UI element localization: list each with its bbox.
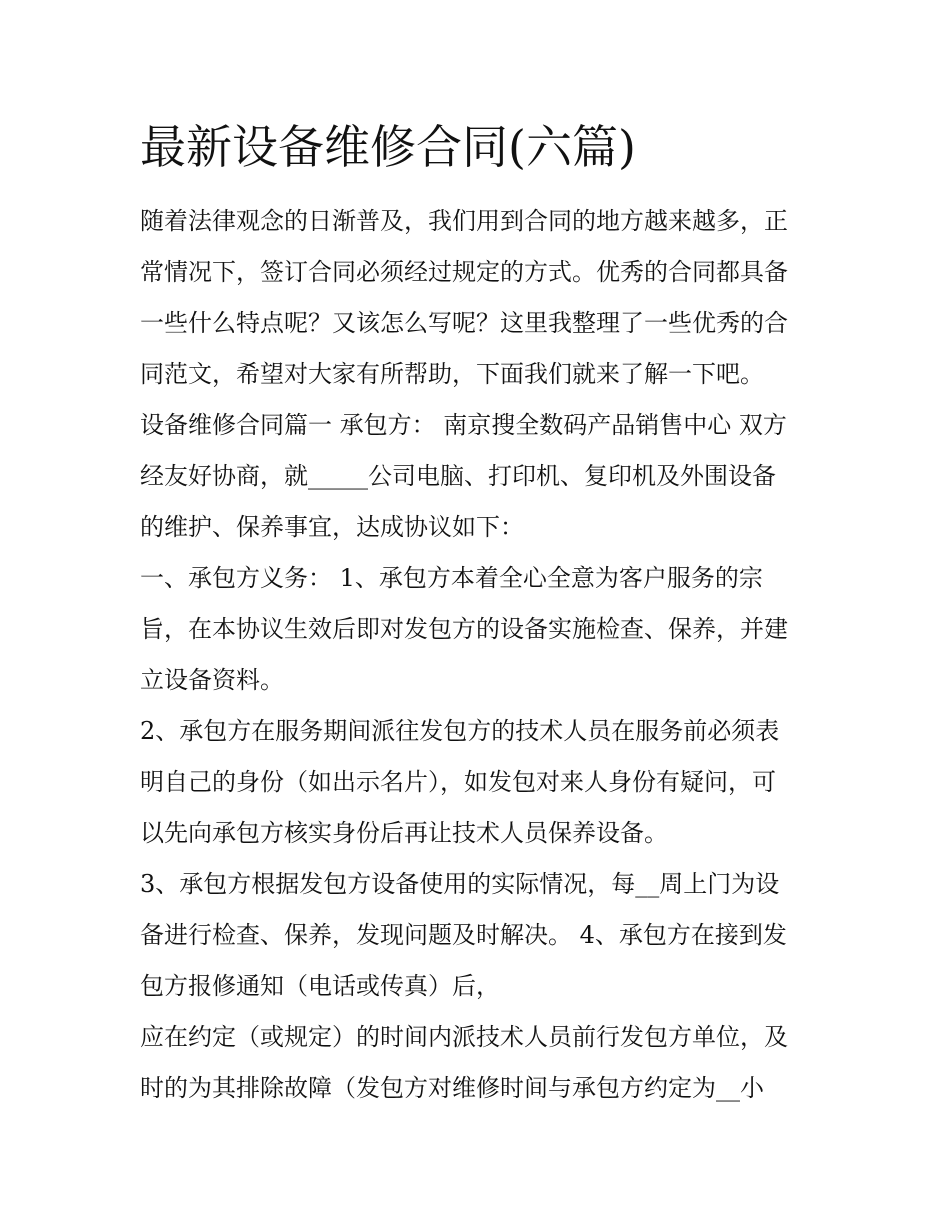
paragraph-line: 一些什么特点呢？又该怎么写呢？这里我整理了一些优秀的合 [140,309,788,337]
paragraph-line: 随着法律观念的日渐普及，我们用到合同的地方越来越多，正 [140,207,788,235]
paragraph-line: 包方报修通知（电话或传真）后， [140,972,500,1000]
paragraph-line: 设备维修合同篇一 承包方： 南京搜全数码产品销售中心 双方 [140,411,787,439]
paragraph-line: 以先向承包方核实身份后再让技术人员保养设备。 [140,819,668,847]
document-title: 最新设备维修合同(六篇) [140,120,636,174]
paragraph-line: 2、承包方在服务期间派往发包方的技术人员在服务前必须表 [140,717,780,745]
paragraph-line: 一、承包方义务： 1、承包方本着全心全意为客户服务的宗 [140,564,763,592]
paragraph-line: 3、承包方根据发包方设备使用的实际情况，每__周上门为设 [140,870,780,898]
paragraph-line: 常情况下，签订合同必须经过规定的方式。优秀的合同都具备 [140,258,788,286]
paragraph-line: 旨，在本协议生效后即对发包方的设备实施检查、保养，并建 [140,615,788,643]
paragraph-line: 应在约定（或规定）的时间内派技术人员前行发包方单位，及 [140,1023,788,1051]
paragraph-line: 的维护、保养事宜，达成协议如下： [140,513,524,541]
paragraph-line: 时的为其排除故障（发包方对维修时间与承包方约定为__小 [140,1074,764,1102]
paragraph-line: 明自己的身份（如出示名片），如发包对来人身份有疑问，可 [140,768,776,796]
paragraph-line: 经友好协商，就_____公司电脑、打印机、复印机及外围设备 [140,462,776,490]
paragraph-line: 同范文，希望对大家有所帮助，下面我们就来了解一下吧。 [140,360,764,388]
paragraph-line: 备进行检查、保养，发现问题及时解决。 4、承包方在接到发 [140,921,787,949]
paragraph-line: 立设备资料。 [140,666,284,694]
